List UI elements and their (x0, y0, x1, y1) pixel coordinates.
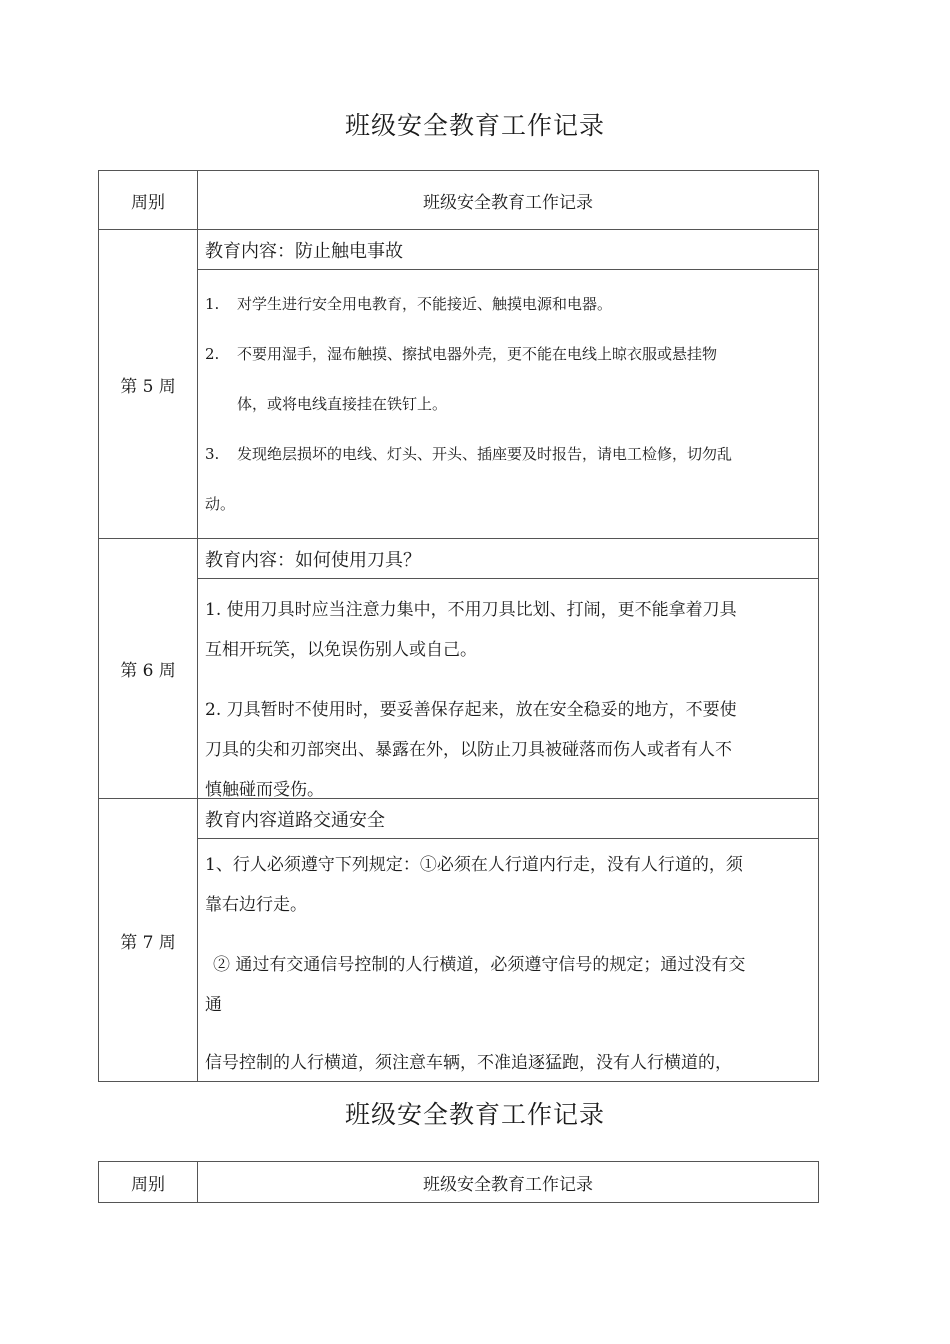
list-item: 2. 刀具暂时不使用时，要妥善保存起来，放在安全稳妥的地方，不要使 (205, 700, 737, 720)
table-header-row (99, 1162, 819, 1203)
list-item-cont: 体，或将电线直接挂在铁钉上。 (237, 395, 448, 413)
table-row (99, 270, 819, 539)
header-week: 周别 (99, 1162, 198, 1203)
record-table-2 (98, 1161, 819, 1203)
page-title: 班级安全教育工作记录 (344, 111, 605, 140)
second-page-title: 班级安全教育工作记录 (344, 1100, 605, 1129)
list-item: 3. 发现绝层损坏的电线、灯头、开头、插座要及时报告，请电工检修，切勿乱 (205, 445, 733, 463)
text-line: 通 (205, 995, 222, 1015)
list-item: 1. 对学生进行安全用电教育，不能接近、触摸电源和电器。 (205, 295, 613, 313)
topic: 教育内容：防止触电事故 (198, 230, 819, 270)
table-row (99, 230, 819, 270)
table-row (99, 539, 819, 579)
header-content: 班级安全教育工作记录 (198, 171, 819, 230)
header-week: 周别 (99, 171, 198, 230)
text-line: 信号控制的人行横道，须注意车辆，不准追逐猛跑，没有人行横道的， (205, 1053, 732, 1073)
list-item-cont: 互相开玩笑，以免误伤别人或自己。 (205, 640, 477, 660)
week-label: 第 6 周 (99, 539, 198, 799)
topic: 教育内容道路交通安全 (198, 799, 819, 839)
week-label: 第 7 周 (99, 799, 198, 1082)
topic: 教育内容：如何使用刀具？ (198, 539, 819, 579)
text-line: 1、行人必须遵守下列规定：①必须在人行道内行走，没有人行道的，须 (205, 855, 743, 875)
table-row (99, 579, 819, 799)
list-item-cont: 动。 (205, 495, 236, 513)
text-line: 靠右边行走。 (205, 895, 307, 915)
content-cell (198, 839, 819, 1082)
list-item: 1. 使用刀具时应当注意力集中，不用刀具比划、打闹，更不能拿着刀具 (205, 600, 737, 620)
week-label: 第 5 周 (99, 230, 198, 539)
record-table (98, 170, 819, 1082)
list-item-cont: 刀具的尖和刃部突出、暴露在外，以防止刀具被碰落而伤人或者有人不 (205, 740, 732, 760)
header-content: 班级安全教育工作记录 (198, 1162, 819, 1203)
text-line: ② 通过有交通信号控制的人行横道，必须遵守信号的规定；通过没有交 (213, 955, 746, 975)
content-cell (198, 270, 819, 539)
table-row (99, 839, 819, 1082)
content-cell (198, 579, 819, 799)
list-item: 2. 不要用湿手，湿布触摸、擦拭电器外壳，更不能在电线上晾衣服或悬挂物 (205, 345, 718, 363)
table-header-row (99, 171, 819, 230)
list-item-cont: 慎触碰而受伤。 (205, 780, 324, 800)
